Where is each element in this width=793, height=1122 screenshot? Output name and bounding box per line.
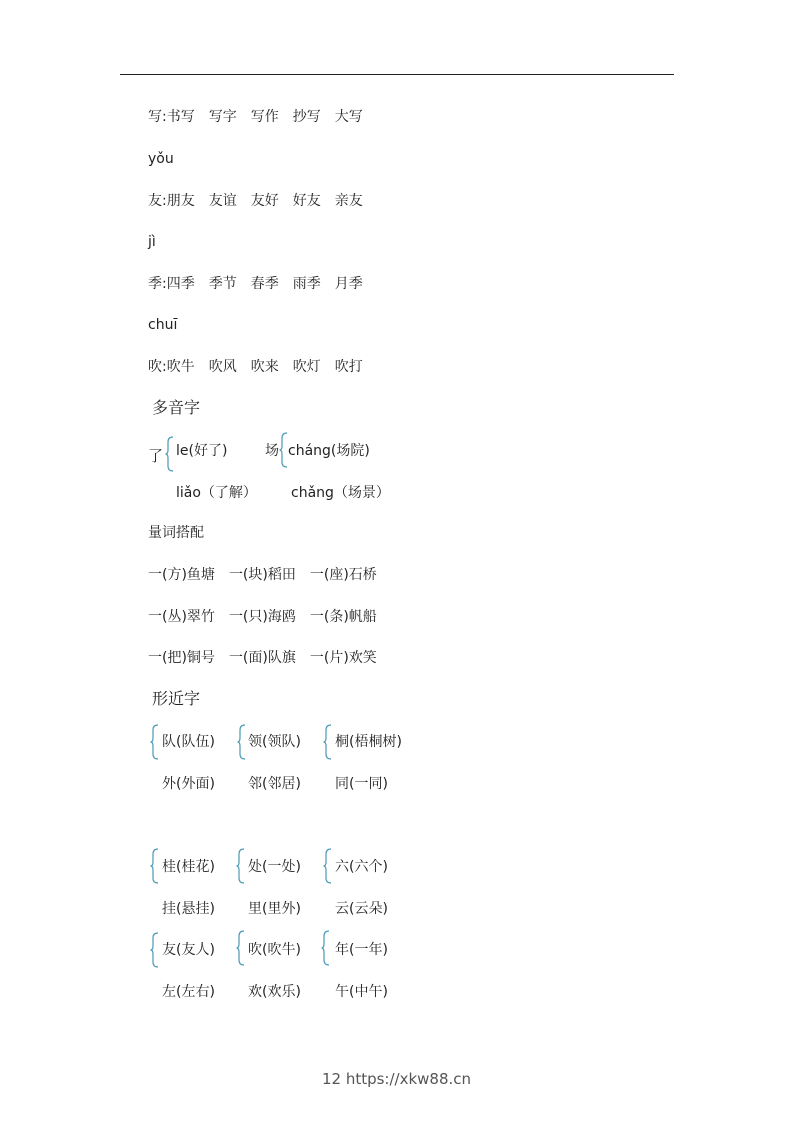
measure-words-row	[148, 648, 391, 668]
measure-word: 一(丛)翠竹	[148, 609, 215, 625]
left-brace-icon	[321, 930, 330, 966]
measure-word: 一(片)欢笑	[309, 650, 377, 666]
similar-char-top: 友(友人)	[162, 942, 215, 958]
measure-word: 一(条)帆船	[309, 609, 377, 625]
similar-char-bottom: 云(云朵)	[335, 901, 388, 917]
similar-char-top: 年(一年)	[335, 942, 388, 958]
word: 季:四季	[148, 276, 195, 292]
word: 月季	[334, 276, 363, 292]
word: 友:朋友	[148, 193, 195, 209]
word: 吹风	[208, 359, 237, 375]
measure-word: 一(面)队旗	[228, 650, 296, 666]
polyphonic-le-bottom: liǎo（了解）	[176, 485, 257, 501]
similar-char-bottom: 午(中午)	[335, 984, 388, 1000]
measure-words-row	[148, 565, 391, 585]
word: 吹打	[334, 359, 363, 375]
word: 抄写	[292, 109, 321, 125]
polyphonic-chang-bottom: chǎng（场景）	[291, 485, 390, 501]
similar-chars-heading: 形近字	[152, 689, 201, 708]
measure-word: 一(只)海鸥	[228, 609, 296, 625]
left-brace-icon	[150, 724, 159, 760]
word: 雨季	[292, 276, 321, 292]
polyphonic-le-top: le(好了)	[176, 443, 228, 459]
similar-char-bottom: 外(外面)	[162, 776, 215, 792]
word: 春季	[250, 276, 279, 292]
polyphonic-heading: 多音字	[152, 398, 201, 417]
measure-word: 一(把)铜号	[148, 650, 215, 666]
similar-char-bottom: 邻(邻居)	[248, 776, 301, 792]
measure-words-row	[148, 607, 391, 627]
word-line-ji	[148, 274, 377, 294]
word: 吹灯	[292, 359, 321, 375]
polyphonic-char-chang: 场	[265, 443, 279, 459]
word: 大写	[334, 109, 363, 125]
left-brace-icon	[150, 848, 159, 884]
word: 写:书写	[148, 109, 195, 125]
similar-char-top: 桂(桂花)	[162, 859, 215, 875]
measure-word: 一(块)稻田	[228, 567, 296, 583]
word: 友好	[250, 193, 279, 209]
left-brace-icon	[323, 724, 332, 760]
similar-char-top: 六(六个)	[335, 859, 388, 875]
word: 季节	[208, 276, 237, 292]
left-brace-icon	[279, 432, 288, 468]
left-brace-icon	[150, 932, 159, 968]
word-line-chui	[148, 357, 377, 377]
similar-char-bottom: 欢(欢乐)	[248, 984, 301, 1000]
header-rule	[120, 74, 674, 75]
polyphonic-chang-top: cháng(场院)	[288, 443, 370, 459]
page-footer: 12 https://xkw88.cn	[321, 1070, 472, 1088]
measure-word: 一(座)石桥	[309, 567, 377, 583]
pinyin-ji: jì	[148, 234, 156, 250]
similar-char-top: 吹(吹牛)	[248, 942, 301, 958]
measure-words-heading: 量词搭配	[148, 525, 204, 541]
similar-char-bottom: 里(里外)	[248, 901, 301, 917]
word: 写作	[250, 109, 279, 125]
word: 好友	[292, 193, 321, 209]
similar-char-top: 处(一处)	[248, 859, 301, 875]
similar-char-bottom: 左(左右)	[162, 984, 215, 1000]
left-brace-icon	[165, 436, 174, 472]
word-line-you	[148, 191, 377, 211]
similar-char-top: 领(领队)	[248, 734, 301, 750]
word: 吹:吹牛	[148, 359, 195, 375]
word: 吹来	[250, 359, 279, 375]
word: 写字	[208, 109, 237, 125]
left-brace-icon	[237, 724, 246, 760]
similar-char-top: 队(队伍)	[162, 734, 215, 750]
similar-char-bottom: 同(一同)	[335, 776, 388, 792]
similar-char-bottom: 挂(悬挂)	[162, 901, 215, 917]
polyphonic-char-le: 了	[148, 447, 164, 465]
left-brace-icon	[323, 848, 332, 884]
pinyin-chui: chuī	[148, 317, 178, 333]
word-line-xie	[148, 107, 377, 127]
measure-word: 一(方)鱼塘	[148, 567, 215, 583]
similar-char-top: 桐(梧桐树)	[335, 734, 402, 750]
word: 友谊	[208, 193, 237, 209]
pinyin-you: yǒu	[148, 151, 174, 167]
left-brace-icon	[236, 930, 245, 966]
word: 亲友	[334, 193, 363, 209]
left-brace-icon	[236, 848, 245, 884]
